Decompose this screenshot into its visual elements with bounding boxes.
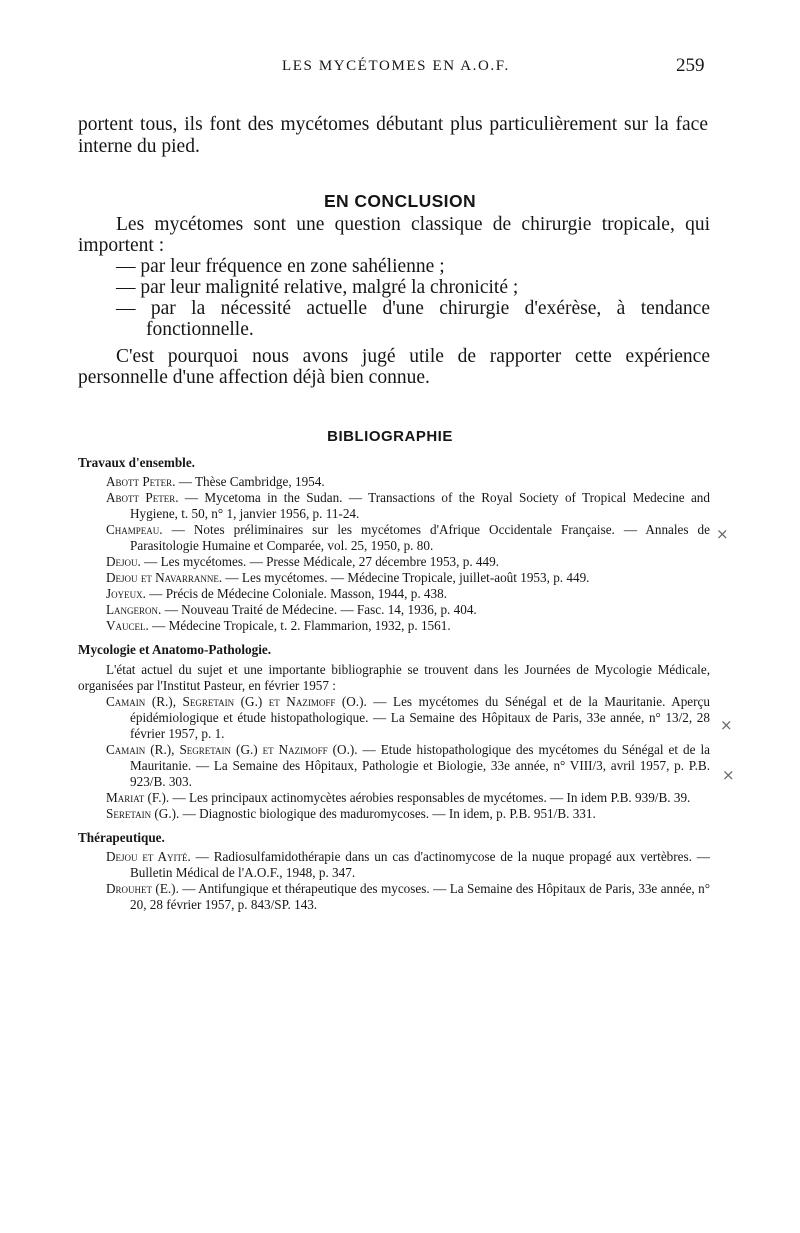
entry-citation: — Notes préliminaires sur les mycétomes d'Afrique Occidentale Française. — Annales de Parasitologie Humaine et Comparée, vol. 25, 1950, p. 80. bbox=[130, 522, 710, 553]
conclusion-closing: C'est pourquoi nous avons jugé utile de rapporter cette expérience personnelle d'une affection déjà bien connue. bbox=[78, 346, 710, 388]
entry-author: Mariat (F.). bbox=[106, 790, 170, 805]
running-title: LES MYCÉTOMES EN A.O.F. bbox=[282, 58, 510, 74]
lead-paragraph: portent tous, ils font des mycétomes débutant plus particulièrement sur la face interne du pied. bbox=[78, 113, 708, 157]
margin-mark-cross: × bbox=[722, 766, 735, 784]
bibliography-subsection-intro: L'état actuel du sujet et une importante bibliographie se trouvent dans les Journées de Mycologie Médicale, organisées par l'Institut Pasteur, en février 1957 : bbox=[78, 662, 710, 693]
bibliography-list bbox=[78, 849, 710, 913]
bibliography-subsection-title: Thérapeutique. bbox=[78, 830, 165, 845]
bibliography-entry bbox=[78, 522, 710, 554]
conclusion-list bbox=[78, 256, 710, 340]
bibliography-list bbox=[78, 474, 710, 634]
bibliography-entry bbox=[78, 806, 710, 822]
entry-citation: — Médecine Tropicale, t. 2. Flammarion, 1932, p. 1561. bbox=[148, 618, 451, 633]
page-number: 259 bbox=[676, 55, 705, 76]
bibliography-entry bbox=[78, 618, 710, 634]
entry-author: Abott Peter. bbox=[106, 474, 176, 489]
entry-citation: — Diagnostic biologique des maduromycoses. — In idem, p. P.B. 951/B. 331. bbox=[179, 806, 596, 821]
conclusion-item: — par leur malignité relative, malgré la chronicité ; bbox=[116, 277, 519, 298]
entry-citation: — Radiosulfamidothérapie dans un cas d'actinomycose de la nuque propagé aux vertèbres. — Bulletin Médical de l'A.O.F., 1948, p. 347. bbox=[130, 849, 710, 880]
entry-author: Abott Peter. bbox=[106, 490, 179, 505]
margin-mark-cross: × bbox=[716, 525, 729, 543]
bibliography-entry bbox=[78, 742, 710, 790]
entry-author: Dejou et Ayité. bbox=[106, 849, 191, 864]
bibliography-heading: BIBLIOGRAPHIE bbox=[327, 428, 453, 446]
bibliography-entry bbox=[78, 602, 710, 618]
entry-author: Drouhet (E.). bbox=[106, 881, 179, 896]
entry-citation: — Les mycétomes. — Presse Médicale, 27 décembre 1953, p. 449. bbox=[140, 554, 499, 569]
entry-citation: — Les mycétomes du Sénégal et de la Mauritanie. Aperçu épidémiologique et étude histopathologique. — La Semaine des Hôpitaux de Paris, 33e année, n° 13/2, 28 février 1957, p. 1. bbox=[130, 694, 710, 741]
entry-citation: — Thèse Cambridge, 1954. bbox=[175, 474, 325, 489]
conclusion-item: — par la nécessité actuelle d'une chirurgie d'exérèse, à tendance fonctionnelle. bbox=[116, 298, 710, 340]
bibliography-subsection-title: Mycologie et Anatomo-Pathologie. bbox=[78, 642, 272, 657]
conclusion-item: — par leur fréquence en zone sahélienne ; bbox=[116, 256, 445, 277]
entry-author: Champeau. bbox=[106, 522, 163, 537]
bibliography-entry bbox=[78, 490, 710, 522]
running-head bbox=[0, 55, 800, 84]
bibliography-entry bbox=[78, 474, 710, 490]
entry-author: Langeron. bbox=[106, 602, 162, 617]
entry-citation: — Précis de Médecine Coloniale. Masson, 1944, p. 438. bbox=[145, 586, 448, 601]
conclusion-body bbox=[78, 214, 710, 388]
entry-author: Joyeux. bbox=[106, 586, 146, 601]
bibliography-entry bbox=[78, 790, 710, 806]
bibliography-list bbox=[78, 694, 710, 822]
entry-author: Dejou. bbox=[106, 554, 141, 569]
entry-citation: — Mycetoma in the Sudan. — Transactions of the Royal Society of Tropical Medecine and Hygiene, t. 50, n° 1, janvier 1956, p. 11-24. bbox=[130, 490, 710, 521]
bibliography-entry bbox=[78, 570, 710, 586]
bibliography-subsection-title: Travaux d'ensemble. bbox=[78, 455, 195, 470]
entry-citation: — Nouveau Traité de Médecine. — Fasc. 14, 1936, p. 404. bbox=[161, 602, 477, 617]
margin-mark-cross: × bbox=[720, 716, 733, 734]
bibliography-entry bbox=[78, 586, 710, 602]
conclusion-heading: EN CONCLUSION bbox=[323, 190, 476, 211]
entry-author: Camain (R.), Segretain (G.) et Nazimoff (O.). bbox=[106, 742, 358, 757]
entry-citation: — Etude histopathologique des mycétomes du Sénégal et de la Mauritanie. — La Semaine des Hôpitaux, Pathologie et Biologie, 33e année, n° VIII/3, avril 1957, p. P.B. 923/B. 303. bbox=[130, 742, 710, 789]
entry-citation: — Antifungique et thérapeutique des mycoses. — La Semaine des Hôpitaux de Paris, 33e année, n° 20, 28 février 1957, p. 843/SP. 143. bbox=[130, 881, 711, 912]
entry-citation: — Les mycétomes. — Médecine Tropicale, juillet-août 1953, p. 449. bbox=[222, 570, 590, 585]
entry-author: Camain (R.), Segretain (G.) et Nazimoff (O.). bbox=[106, 694, 367, 709]
bibliography-body bbox=[78, 455, 710, 921]
bibliography-entry bbox=[78, 694, 710, 742]
entry-author: Vaucel. bbox=[106, 618, 149, 633]
entry-author: Seretain (G.). bbox=[106, 806, 180, 821]
entry-author: Dejou et Navarranne. bbox=[106, 570, 223, 585]
conclusion-intro: Les mycétomes sont une question classique de chirurgie tropicale, qui importent : bbox=[78, 214, 710, 256]
bibliography-entry bbox=[78, 849, 710, 881]
bibliography-entry bbox=[78, 881, 710, 913]
entry-citation: — Les principaux actinomycètes aérobies responsables de mycétomes. — In idem P.B. 939/B. 39. bbox=[169, 790, 691, 805]
bibliography-entry bbox=[78, 554, 710, 570]
